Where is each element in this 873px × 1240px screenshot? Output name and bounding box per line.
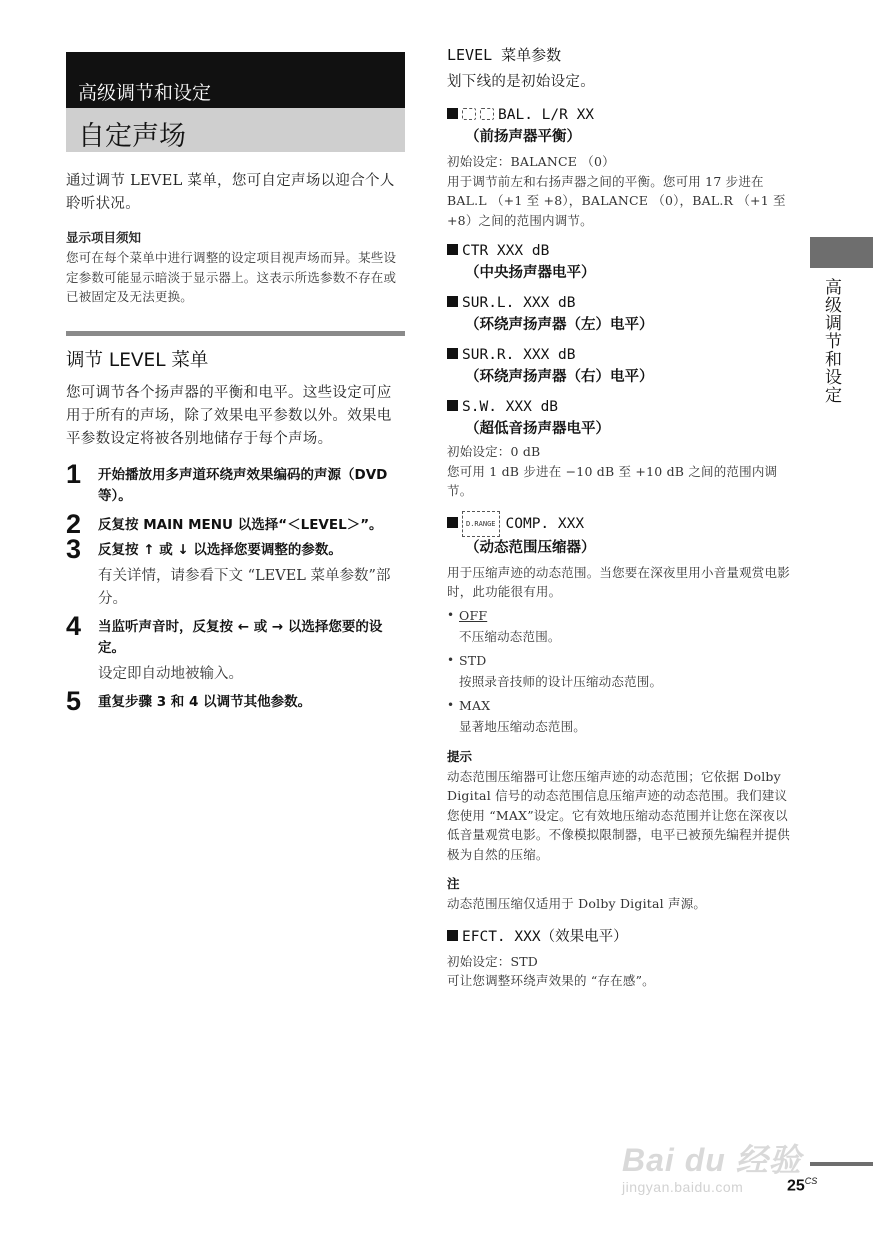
- bullet-square-icon: [447, 400, 458, 411]
- level-menu-heading: 调节 LEVEL 菜单: [66, 349, 209, 371]
- bullet-square-icon: [447, 296, 458, 307]
- step-number: 4: [66, 610, 82, 641]
- param-sw-initial: 初始设定：0 dB: [447, 444, 541, 459]
- param-ctr-desc-title: （中央扬声器电平）: [465, 265, 596, 281]
- param-bal-desc-title: （前扬声器平衡）: [465, 129, 581, 145]
- left-column: [66, 52, 405, 716]
- params-intro: 划下线的是初始设定。: [447, 74, 595, 90]
- chapter-title: 高级调节和设定: [66, 52, 405, 108]
- param-efct-name: EFCT. XXX（效果电平）: [462, 928, 628, 945]
- step-1: [66, 458, 405, 507]
- section-divider: [66, 331, 405, 336]
- bullet-square-icon: [447, 930, 458, 941]
- step-text: 重复步骤 3 和 4 以调节其他参数。: [98, 693, 312, 710]
- display-notes-text: 您可在每个菜单中进行调整的设定项目视声场而异。某些设定参数可能显示暗淡于显示器上。这表示所选参数不存在或已被固定及无法更换。: [66, 250, 397, 304]
- param-surr-name: SUR.R. XXX dB: [462, 347, 576, 363]
- param-sw-desc: 您可用 1 dB 步进在 −10 dB 至 +10 dB 之间的范围内调节。: [447, 463, 778, 498]
- right-column: [447, 44, 792, 991]
- bullet-square-icon: [447, 348, 458, 359]
- steps-list: [66, 458, 405, 716]
- note-text: 动态范围压缩仅适用于 Dolby Digital 声源。: [447, 896, 707, 911]
- param-bal-name: BAL. L/R XX: [498, 107, 595, 123]
- section-title: 自定声场: [66, 108, 405, 152]
- watermark-brand: Bai du 经验: [622, 1142, 802, 1178]
- param-bal: [447, 104, 792, 230]
- option-label: STD: [459, 652, 487, 668]
- step-3: [66, 533, 405, 611]
- param-comp-desc-title: （动态范围压缩器）: [465, 539, 596, 556]
- option-desc: 不压缩动态范围。: [459, 629, 561, 644]
- speaker-right-icon: [480, 108, 494, 120]
- page-number: [787, 1176, 817, 1195]
- option-max: [447, 696, 792, 716]
- param-comp-name: COMP. XXX: [505, 515, 585, 532]
- tip-label: 提示: [447, 748, 473, 764]
- option-desc: 按照录音技师的设计压缩动态范围。: [459, 674, 663, 689]
- step-5: [66, 685, 405, 716]
- step-text: 当监听声音时，反复按 ← 或 → 以选择您要的设定。: [98, 618, 383, 656]
- step-text: 反复按 ↑ 或 ↓ 以选择您要调整的参数。: [98, 541, 342, 558]
- param-efct-desc: 可让您调整环绕声效果的 “存在感”。: [447, 973, 655, 988]
- param-surl-desc-title: （环绕声扬声器（左）电平）: [465, 317, 654, 333]
- tip-text: 动态范围压缩器可让您压缩声迹的动态范围；它依据 Dolby Digital 信号的动态范围信息压缩声迹的动态范围。我们建议您使用 “MAX”设定。它有效地压缩动态范围并让您在深夜以低音量观赏电影。不像模拟限制器，电平已被预先编程并提供极为自然的压缩。: [447, 768, 790, 862]
- bullet-square-icon: [447, 517, 458, 528]
- param-efct-initial: 初始设定：STD: [447, 953, 539, 969]
- page-number-value: 25: [787, 1177, 805, 1195]
- param-ctr: [447, 240, 792, 284]
- step-number: 3: [66, 533, 82, 564]
- option-desc: 显著地压缩动态范围。: [459, 719, 587, 734]
- param-ctr-name: CTR XXX dB: [462, 243, 550, 259]
- step-4: [66, 610, 405, 686]
- page-suffix: CS: [804, 1176, 818, 1186]
- watermark-url: jingyan.baidu.com: [622, 1179, 744, 1195]
- param-sw-desc-title: （超低音扬声器电平）: [465, 421, 610, 437]
- side-tab-marker: [810, 237, 873, 268]
- param-comp-desc: 用于压缩声迹的动态范围。当您要在深夜里用小音量观赏电影时，此功能很有用。: [447, 564, 790, 599]
- param-comp: [447, 511, 792, 914]
- param-surr-desc-title: （环绕声扬声器（右）电平）: [465, 369, 654, 385]
- step-detail: 有关详情，请参看下文 “LEVEL 菜单参数”部分。: [98, 567, 391, 607]
- speaker-left-icon: [462, 108, 476, 120]
- param-sw: [447, 396, 792, 501]
- side-tab-label: 高级调节和设定: [821, 278, 841, 404]
- param-surl: [447, 292, 792, 336]
- option-label: MAX: [459, 697, 491, 713]
- display-notes-heading: 显示项目须知: [66, 230, 142, 245]
- bullet-square-icon: [447, 244, 458, 255]
- params-heading: LEVEL 菜单参数: [447, 46, 562, 64]
- level-menu-text: 您可调节各个扬声器的平衡和电平。这些设定可应用于所有的声场，除了效果电平参数以外。效果电平参数设定将被各别地储存于每个声场。: [66, 384, 392, 447]
- note-label: 注: [447, 876, 460, 891]
- step-text: 反复按 MAIN MENU 以选择“＜LEVEL＞”。: [98, 516, 383, 533]
- param-bal-initial: 初始设定：BALANCE （0）: [447, 154, 615, 169]
- param-sw-name: S.W. XXX dB: [462, 399, 559, 415]
- step-number: 1: [66, 458, 82, 489]
- d-range-icon: D.RANGE: [462, 511, 500, 537]
- step-2: [66, 508, 405, 539]
- bullet-square-icon: [447, 108, 458, 119]
- step-number: 5: [66, 685, 82, 716]
- intro-text: 通过调节 LEVEL 菜单，您可自定声场以迎合个人聆听状况。: [66, 173, 395, 212]
- param-surl-name: SUR.L. XXX dB: [462, 295, 576, 311]
- param-surr: [447, 344, 792, 388]
- option-std: [447, 651, 792, 671]
- step-number: 2: [66, 508, 82, 539]
- footer-rule: [810, 1162, 873, 1166]
- step-detail: 设定即自动地被输入。: [98, 665, 243, 682]
- param-bal-desc: 用于调节前左和右扬声器之间的平衡。您可用 17 步进在 BAL.L （+1 至 +8），BALANCE （0），BAL.R （+1 至 +8）之间的范围内调节。: [447, 173, 786, 228]
- option-off: [447, 606, 792, 626]
- param-efct: [447, 926, 792, 991]
- option-label: OFF: [459, 607, 488, 623]
- step-text: 开始播放用多声道环绕声效果编码的声源（DVD 等）。: [98, 466, 388, 504]
